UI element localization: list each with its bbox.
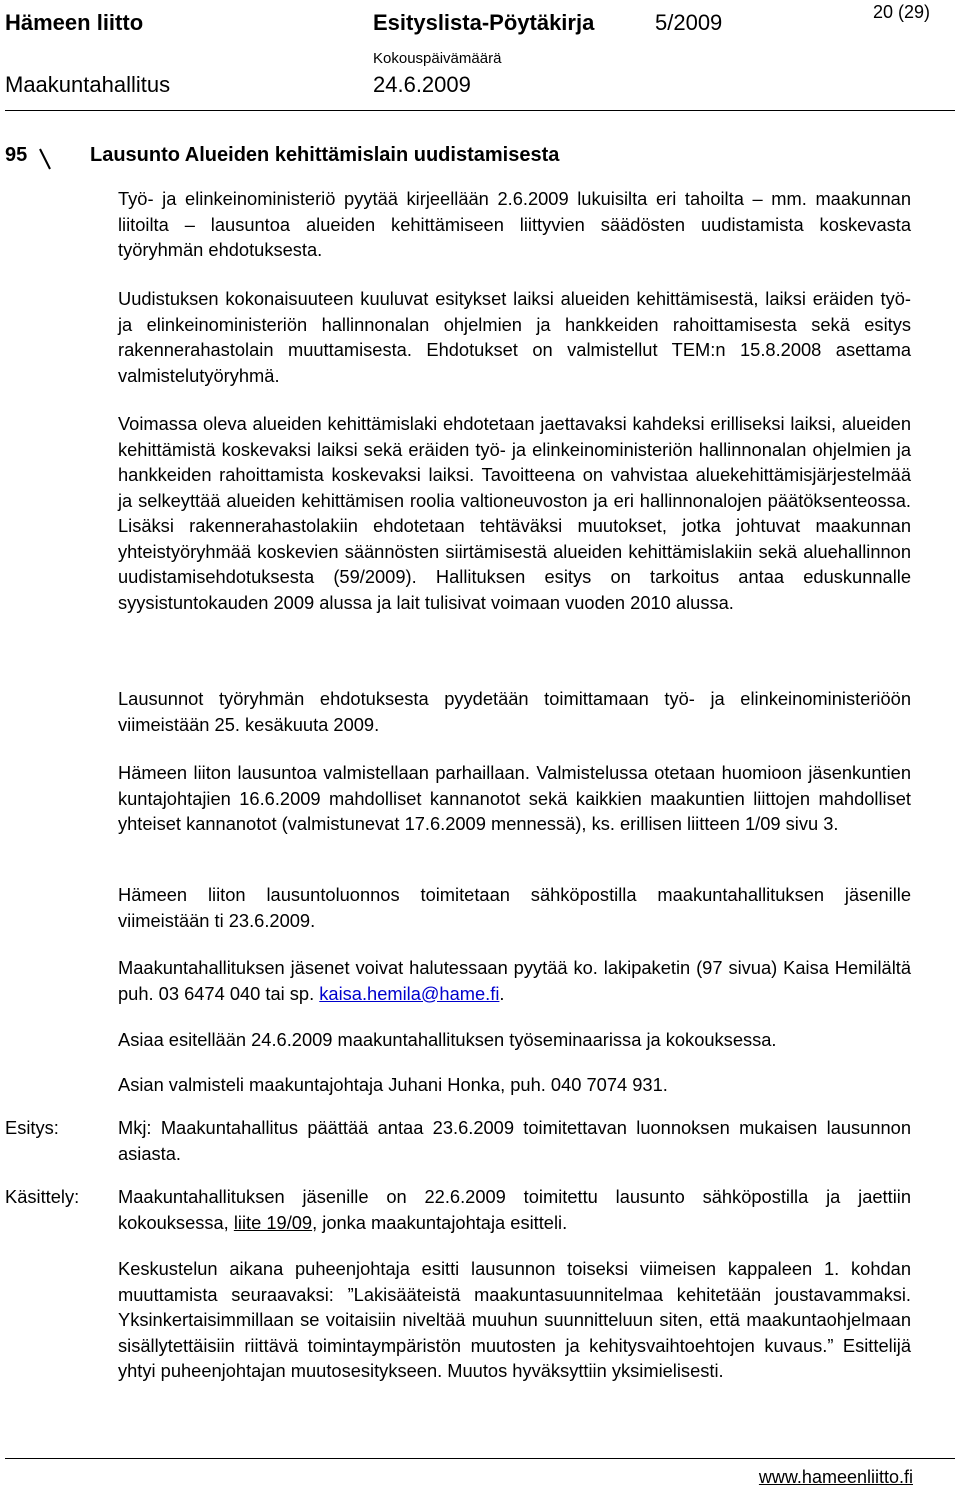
email-link[interactable]: kaisa.hemila@hame.fi (319, 982, 500, 1004)
footer-url-link[interactable]: www.hameenliitto.fi (758, 1467, 913, 1487)
paragraph-reform: Uudistuksen kokonaisuuteen kuuluvat esitykset laiksi alueiden kehittämisestä, laiksi eräiden työ- ja elinkeinoministeriön hallinnonalan ohjelmien ja hankkeiden rahoittamisesta sekä esitys rakennerahastolain muuttamisesta. Ehdotukset on valmistellut TEM:n 15.8.2008 asettama valmistelutyöryhmä. (118, 288, 911, 386)
paragraph-deadline: Lausunnot työryhmän ehdotuksesta pyydetään toimittamaan työ- ja elinkeinoministeriöön viimeistään 25. kesäkuuta 2009. (118, 688, 911, 735)
page-number: 20 (29) (873, 2, 931, 22)
doc-number: 5/2009 (655, 10, 723, 35)
paragraph-presentation: Asiaa esitellään 24.6.2009 maakuntahallituksen työseminaarissa ja kokouksessa. (118, 1029, 777, 1050)
section-sign-icon (38, 148, 52, 170)
body-name: Maakuntahallitus (5, 72, 171, 97)
attachment-link[interactable]: liite 19/09 (233, 1211, 313, 1233)
section-title: Lausunto Alueiden kehittämislain uudistamisesta (90, 144, 560, 166)
kasittely-text-after: , jonka maakuntajohtaja esitteli. (312, 1211, 568, 1233)
paragraph-draft: Hämeen liiton lausuntoluonnos toimitetaan sähköpostilla maakuntahallituksen jäsenille viimeistään ti 23.6.2009. (118, 884, 911, 931)
paragraph-preparer: Asian valmisteli maakuntajohtaja Juhani Honka, puh. 040 7074 931. (118, 1074, 668, 1095)
paragraph-intro: Työ- ja elinkeinoministeriö pyytää kirjeellään 2.6.2009 lukuisilta eri tahoilta – mm. maakunnan liitoilta – lausuntoa alueiden kehittämiseen liittyvien säädösten uudistamista koskevasta työryhmän ehdotuksesta. (118, 188, 911, 260)
footer-divider (5, 1458, 955, 1459)
paragraph-discussion: Keskustelun aikana puheenjohtaja esitti lausunnon toiseksi viimeisen kappaleen 1. kohdan muuttamista seuraavaksi: ”Lakisääteistä maakuntasuunnitelmaa kehitetään joustavammaksi. Yksinkertaisimmillaan se voitaisiin niveltää muuhun suunnitteluun siten, että maakuntaohjelmaan sisällytettäisiin riittävä toimintaympäristön muutosten ja kehitysvaihtoehtojen kuvaus.” Esittelijä yhtyi puheenjohtajan muutosesitykseen. Muutos hyväksyttiin yksimielisesti. (118, 1258, 911, 1381)
contact-text: Maakuntahallituksen jäsenet voivat halutessaan pyytää ko. lakipaketin (97 sivua) Kaisa Hemilältä puh. 03 6474 040 tai sp. (118, 957, 911, 1004)
esitys-text: Mkj: Maakuntahallitus päättää antaa 23.6.2009 toimitettavan luonnoksen mukaisen lausunnon asiasta. (118, 1117, 911, 1164)
paragraph-preparation: Hämeen liiton lausuntoa valmistellaan parhaillaan. Valmistelussa otetaan huomioon jäsenkuntien kuntajohtajien 16.6.2009 mahdolliset kannanotot sekä kaikkien maakuntien liittojen mahdolliset yhteiset kannanotot (valmistunevat 17.6.2009 mennessä), ks. erillisen liitteen 1/09 sivu 3. (118, 762, 911, 834)
date-label: Kokouspäivämäärä (373, 50, 502, 67)
org-name: Hämeen liitto (5, 10, 144, 35)
contact-end: . (499, 982, 505, 1004)
doc-type: Esityslista-Pöytäkirja (373, 10, 595, 35)
paragraph-current-law: Voimassa oleva alueiden kehittämislaki ehdotetaan jaettavaksi kahdeksi erilliseksi laiksi, alueiden kehittämistä koskevaksi laiksi sekä eräiden työ- ja elinkeinoministeriön hallinnonalan ohjelmien ja hankkeiden rahoittamista koskevaksi laiksi. Tavoitteena on vahvistaa aluekehittämisjärjestelmää ja selkeyttää alueiden kehittämisen roolia valtioneuvoston ja eri hallinnonalojen päätöksenteossa. Lisäksi rakennerahastolakiin ehdotetaan tehtäväksi muutokset, jotka johtuvat maakunnan yhteistyöryhmää koskevien säännösten siirtämisestä alueiden kehittämislakiin sekä aluehallinnon uudistamisehdotuksesta (59/2009). Hallituksen esitys on tarkoitus antaa eduskunnalle syysistuntokauden 2009 alussa ja lait tulisivat voimaan vuoden 2010 alussa. (118, 413, 911, 613)
esitys-label: Esitys: (5, 1117, 59, 1138)
kasittely-text-before: Maakuntahallituksen jäsenille on 22.6.2009 toimitettu lausunto sähköpostilla ja jaettiin kokouksessa, (118, 1186, 911, 1233)
paragraph-contact (118, 955, 911, 1006)
kasittely-label: Käsittely: (5, 1186, 80, 1207)
meeting-date: 24.6.2009 (373, 72, 471, 97)
section-number: 95 (5, 144, 28, 166)
kasittely-text (118, 1184, 911, 1235)
header-divider (5, 110, 955, 111)
